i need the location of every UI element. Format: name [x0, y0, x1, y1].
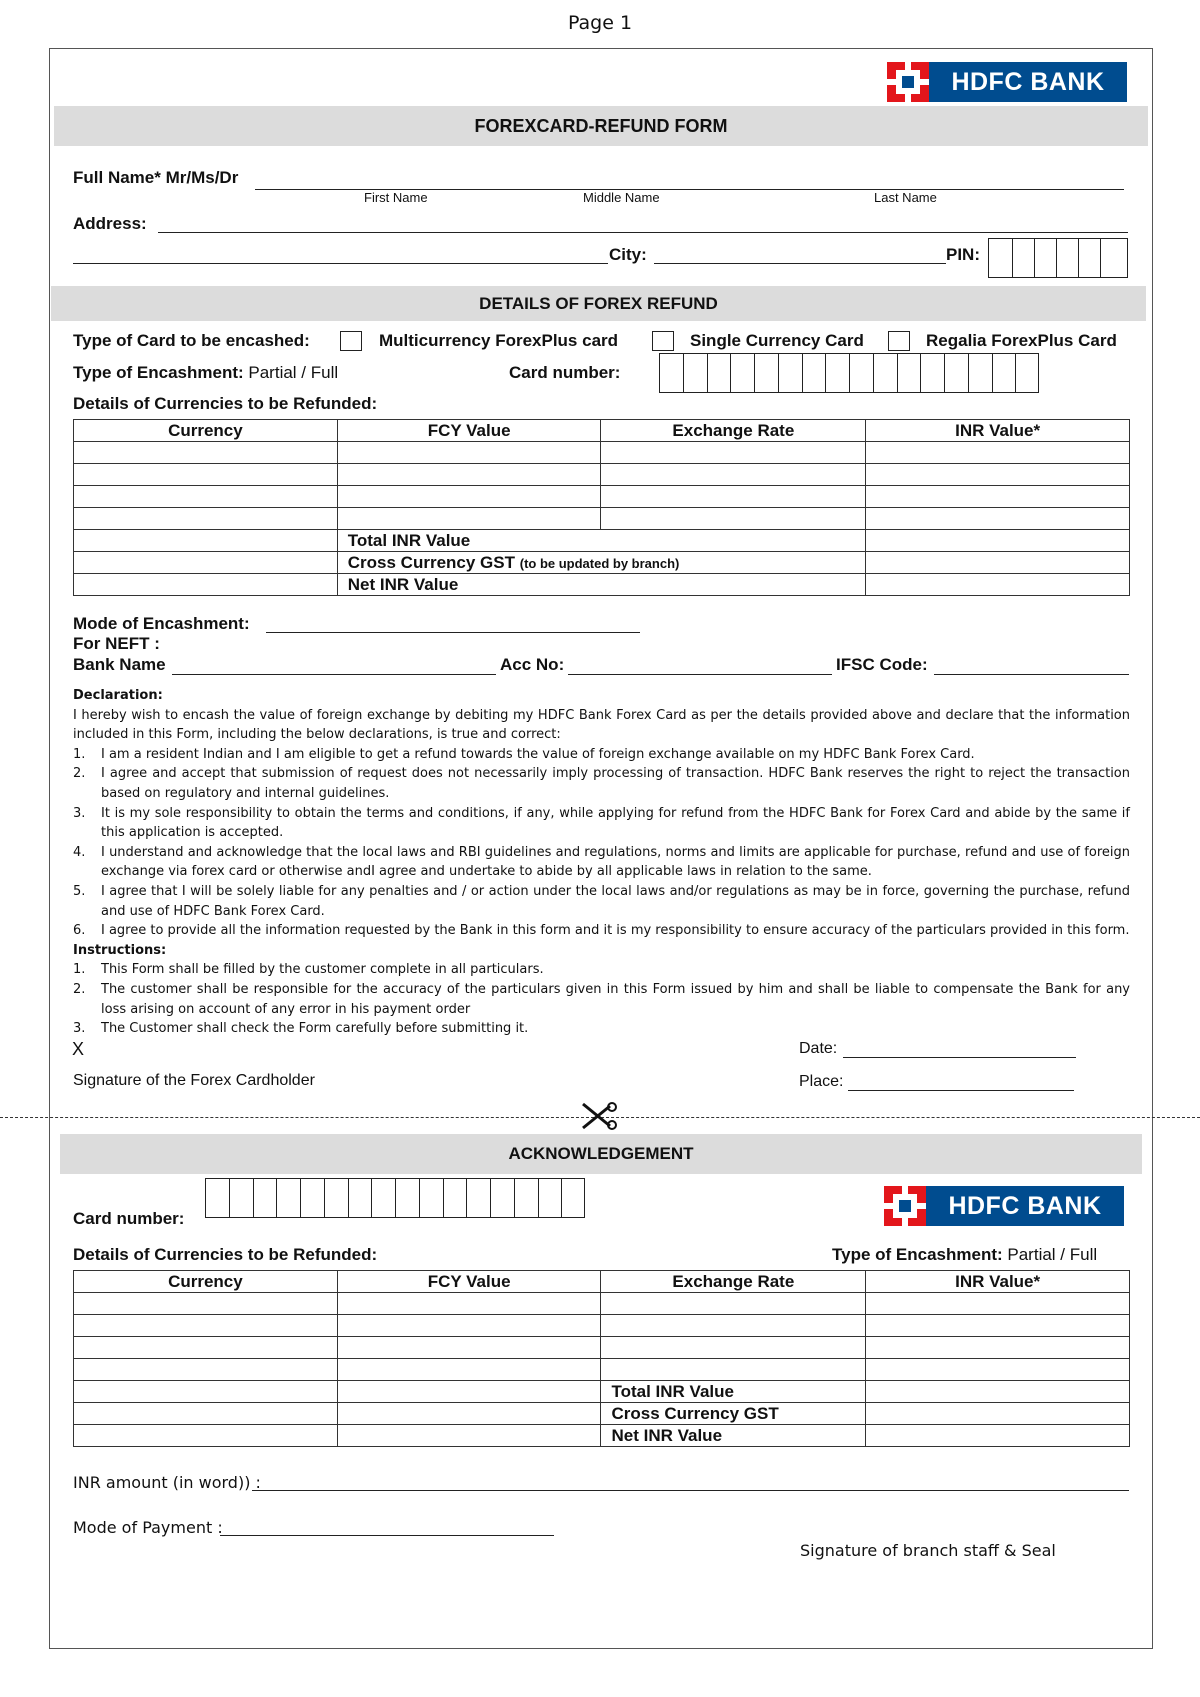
table-cell[interactable] — [74, 486, 338, 508]
address-field-line2[interactable] — [73, 263, 608, 264]
table-cell — [74, 530, 338, 552]
table-row — [74, 1337, 1130, 1359]
list-item: 2. The customer shall be responsible for the accuracy of the particulars given in this Form issued by him and shall be liable to compensate the Bank for any loss arising on account of any error in his payment order — [73, 981, 1130, 1017]
ack-currencies-label: Details of Currencies to be Refunded: — [73, 1245, 378, 1264]
table-cell — [74, 552, 338, 574]
encashment-value[interactable]: Partial / Full — [248, 363, 339, 382]
place-field[interactable] — [848, 1090, 1074, 1091]
address-field-line1[interactable] — [158, 232, 1128, 233]
table-cell[interactable] — [74, 1337, 338, 1359]
list-item: 4. I understand and acknowledge that the local laws and RBI guidelines and regulations, norms and limits are applicable for purchase, refund and use of foreign exchange via forex card or otherwise andI agree and undertake to abide by all applicable laws in relation to the same. — [73, 844, 1130, 880]
date-label: Date: — [799, 1040, 838, 1057]
card-number-boxes[interactable] — [659, 353, 1039, 393]
neft-label: For NEFT : — [73, 634, 160, 653]
place-label: Place: — [799, 1073, 844, 1090]
signature-label: Signature of the Forex Cardholder — [73, 1072, 315, 1089]
inr-words-field[interactable] — [252, 1490, 1129, 1491]
instructions-list — [73, 960, 1130, 1038]
hdfc-logo-ack — [884, 1186, 1124, 1226]
declaration-list — [73, 745, 1130, 941]
gst-label-cell — [337, 552, 865, 574]
table-cell[interactable] — [601, 1293, 866, 1315]
header-inr-value: INR Value* — [866, 420, 1130, 442]
table-cell[interactable] — [74, 464, 338, 486]
encashment-row — [73, 363, 338, 383]
gst-row — [74, 552, 1130, 574]
inr-words-label: INR amount (in word)) : — [73, 1473, 261, 1492]
ack-gst-cell[interactable] — [866, 1403, 1130, 1425]
table-cell[interactable] — [74, 442, 338, 464]
bank-name-field[interactable] — [172, 674, 496, 675]
table-cell[interactable] — [866, 1359, 1130, 1381]
first-name-caption: First Name — [364, 190, 428, 205]
header-exchange-rate: Exchange Rate — [601, 1271, 866, 1293]
table-cell[interactable] — [866, 486, 1130, 508]
acc-no-field[interactable] — [568, 674, 832, 675]
table-cell[interactable] — [337, 1315, 601, 1337]
logo-text: HDFC BANK — [929, 62, 1127, 102]
table-row — [74, 1293, 1130, 1315]
net-row — [74, 1425, 1130, 1447]
table-cell[interactable] — [601, 1359, 866, 1381]
table-cell[interactable] — [601, 464, 866, 486]
header-fcy-value: FCY Value — [337, 1271, 601, 1293]
table-cell[interactable] — [337, 486, 601, 508]
mode-encashment-field[interactable] — [266, 632, 640, 633]
single-currency-label: Single Currency Card — [690, 331, 864, 350]
ack-encashment-row — [832, 1245, 1097, 1265]
table-cell — [74, 1381, 338, 1403]
header-inr-value: INR Value* — [866, 1271, 1130, 1293]
encashment-label: Type of Encashment: — [73, 363, 244, 382]
total-row — [74, 530, 1130, 552]
net-inr-cell[interactable] — [866, 574, 1130, 596]
table-cell[interactable] — [337, 464, 601, 486]
total-inr-cell[interactable] — [866, 530, 1130, 552]
signature-mark: X — [72, 1039, 85, 1059]
table-row — [74, 1359, 1130, 1381]
table-cell[interactable] — [601, 508, 866, 530]
ack-card-number-boxes[interactable] — [205, 1178, 585, 1218]
ack-net-inr-cell[interactable] — [866, 1425, 1130, 1447]
table-cell[interactable] — [866, 1293, 1130, 1315]
list-item: 3. The Customer shall check the Form carefully before submitting it. — [73, 1021, 529, 1037]
table-cell[interactable] — [601, 486, 866, 508]
declaration-title: Declaration: — [73, 688, 163, 703]
table-row — [74, 1315, 1130, 1337]
ack-total-inr-label: Total INR Value — [601, 1381, 866, 1403]
table-row — [74, 486, 1130, 508]
table-cell[interactable] — [74, 1293, 338, 1315]
gst-label: Cross Currency GST — [347, 552, 515, 572]
list-item: 1. This Form shall be filled by the customer complete in all particulars. — [73, 962, 544, 978]
city-label: City: — [609, 245, 647, 264]
net-inr-label: Net INR Value — [337, 574, 865, 596]
mode-encashment-label: Mode of Encashment: — [73, 614, 250, 633]
table-cell[interactable] — [337, 1337, 601, 1359]
ack-currency-table — [73, 1270, 1130, 1447]
pin-label: PIN: — [946, 245, 980, 264]
ack-total-inr-cell[interactable] — [866, 1381, 1130, 1403]
gst-row — [74, 1403, 1130, 1425]
list-item: 2. I agree and accept that submission of request does not necessarily imply processing of transaction. HDFC Bank reserves the right to reject the transaction based on regulatory and internal guidelines. — [73, 766, 1130, 801]
table-row — [74, 508, 1130, 530]
hdfc-logo-icon — [884, 1186, 926, 1226]
pin-boxes[interactable] — [988, 238, 1128, 278]
card-type-label: Type of Card to be encashed: — [73, 331, 310, 350]
form-title: FOREXCARD-REFUND FORM — [54, 106, 1148, 146]
ifsc-field[interactable] — [934, 674, 1129, 675]
acc-no-label: Acc No: — [500, 655, 565, 674]
table-row — [74, 464, 1130, 486]
table-cell[interactable] — [337, 508, 601, 530]
last-name-caption: Last Name — [874, 190, 937, 205]
full-name-label: Full Name* Mr/Ms/Dr — [73, 168, 239, 187]
list-item: 3. It is my sole responsibility to obtain the terms and conditions, if any, while applying for refund from the HDFC Bank for Forex Card and abide by the same if this application is accepted. — [73, 805, 1130, 841]
ack-card-number-label: Card number: — [73, 1209, 185, 1228]
declaration-block — [73, 686, 1130, 1039]
declaration-intro: I hereby wish to encash the value of foreign exchange by debiting my HDFC Bank Forex Card as per the details provided above and declare that the information included in this Form, including the below declarations, is true and correct: — [73, 707, 1130, 743]
multicurrency-label: Multicurrency ForexPlus card — [379, 331, 619, 350]
ack-encashment-value[interactable]: Partial / Full — [1007, 1245, 1098, 1264]
table-cell[interactable] — [337, 1359, 601, 1381]
acknowledgement-title: ACKNOWLEDGEMENT — [60, 1134, 1142, 1174]
table-cell — [337, 1403, 601, 1425]
ack-encashment-label: Type of Encashment: — [832, 1245, 1003, 1264]
middle-name-caption: Middle Name — [583, 190, 660, 205]
date-field[interactable] — [843, 1057, 1076, 1058]
table-cell[interactable] — [74, 1359, 338, 1381]
header-exchange-rate: Exchange Rate — [601, 420, 866, 442]
scissors-icon — [580, 1101, 618, 1131]
single-currency-checkbox[interactable] — [652, 331, 674, 351]
hdfc-logo-icon — [887, 62, 929, 102]
hdfc-logo — [887, 62, 1127, 102]
table-cell[interactable] — [337, 1293, 601, 1315]
table-cell[interactable] — [601, 1337, 866, 1359]
table-cell[interactable] — [866, 1337, 1130, 1359]
regalia-checkbox[interactable] — [888, 331, 910, 351]
gst-cell[interactable] — [866, 552, 1130, 574]
ack-gst-label: Cross Currency GST — [601, 1403, 866, 1425]
table-cell — [74, 1403, 338, 1425]
mode-payment-label: Mode of Payment : — [73, 1518, 223, 1537]
table-cell[interactable] — [866, 1315, 1130, 1337]
table-cell — [74, 574, 338, 596]
mode-payment-field[interactable] — [220, 1535, 554, 1536]
list-item: 1. I am a resident Indian and I am eligible to get a refund towards the value of foreign exchange available on my HDFC Bank Forex Card. — [73, 746, 975, 762]
table-row — [74, 442, 1130, 464]
logo-text: HDFC BANK — [926, 1186, 1124, 1226]
table-cell[interactable] — [866, 464, 1130, 486]
regalia-label: Regalia ForexPlus Card — [926, 331, 1117, 350]
page-label: Page 1 — [567, 12, 633, 34]
total-row — [74, 1381, 1130, 1403]
gst-note: (to be updated by branch) — [519, 555, 680, 571]
table-cell[interactable] — [74, 508, 338, 530]
list-item: 5. I agree that I will be solely liable for any penalties and / or action under the local laws and/or regulations as may be in force, governing the purchase, refund and use of HDFC Bank Forex Card. — [73, 883, 1130, 919]
table-cell[interactable] — [74, 1315, 338, 1337]
table-cell — [337, 1425, 601, 1447]
ifsc-label: IFSC Code: — [836, 655, 928, 674]
table-cell[interactable] — [866, 442, 1130, 464]
list-item: 6. I agree to provide all the information requested by the Bank in this form and it is my responsibility to ensure accuracy of the particulars provided in this form. — [73, 923, 1130, 939]
table-cell — [74, 1425, 338, 1447]
table-cell[interactable] — [601, 1315, 866, 1337]
staff-signature-label: Signature of branch staff & Seal — [800, 1541, 1056, 1560]
city-field[interactable] — [654, 263, 946, 264]
refund-currency-table — [73, 419, 1130, 596]
total-inr-label: Total INR Value — [337, 530, 865, 552]
ack-net-inr-label: Net INR Value — [601, 1425, 866, 1447]
net-row — [74, 574, 1130, 596]
header-currency: Currency — [74, 420, 338, 442]
refund-details-title: DETAILS OF FOREX REFUND — [51, 286, 1146, 321]
header-currency: Currency — [74, 1271, 338, 1293]
currencies-label: Details of Currencies to be Refunded: — [73, 394, 378, 413]
instructions-title: Instructions: — [73, 942, 167, 958]
bank-name-label: Bank Name — [73, 655, 166, 674]
address-label: Address: — [73, 214, 147, 233]
table-cell[interactable] — [866, 508, 1130, 530]
multicurrency-checkbox[interactable] — [340, 331, 362, 351]
table-cell[interactable] — [337, 442, 601, 464]
header-fcy-value: FCY Value — [337, 420, 601, 442]
table-cell[interactable] — [601, 442, 866, 464]
table-cell — [337, 1381, 601, 1403]
card-number-label: Card number: — [509, 363, 621, 382]
